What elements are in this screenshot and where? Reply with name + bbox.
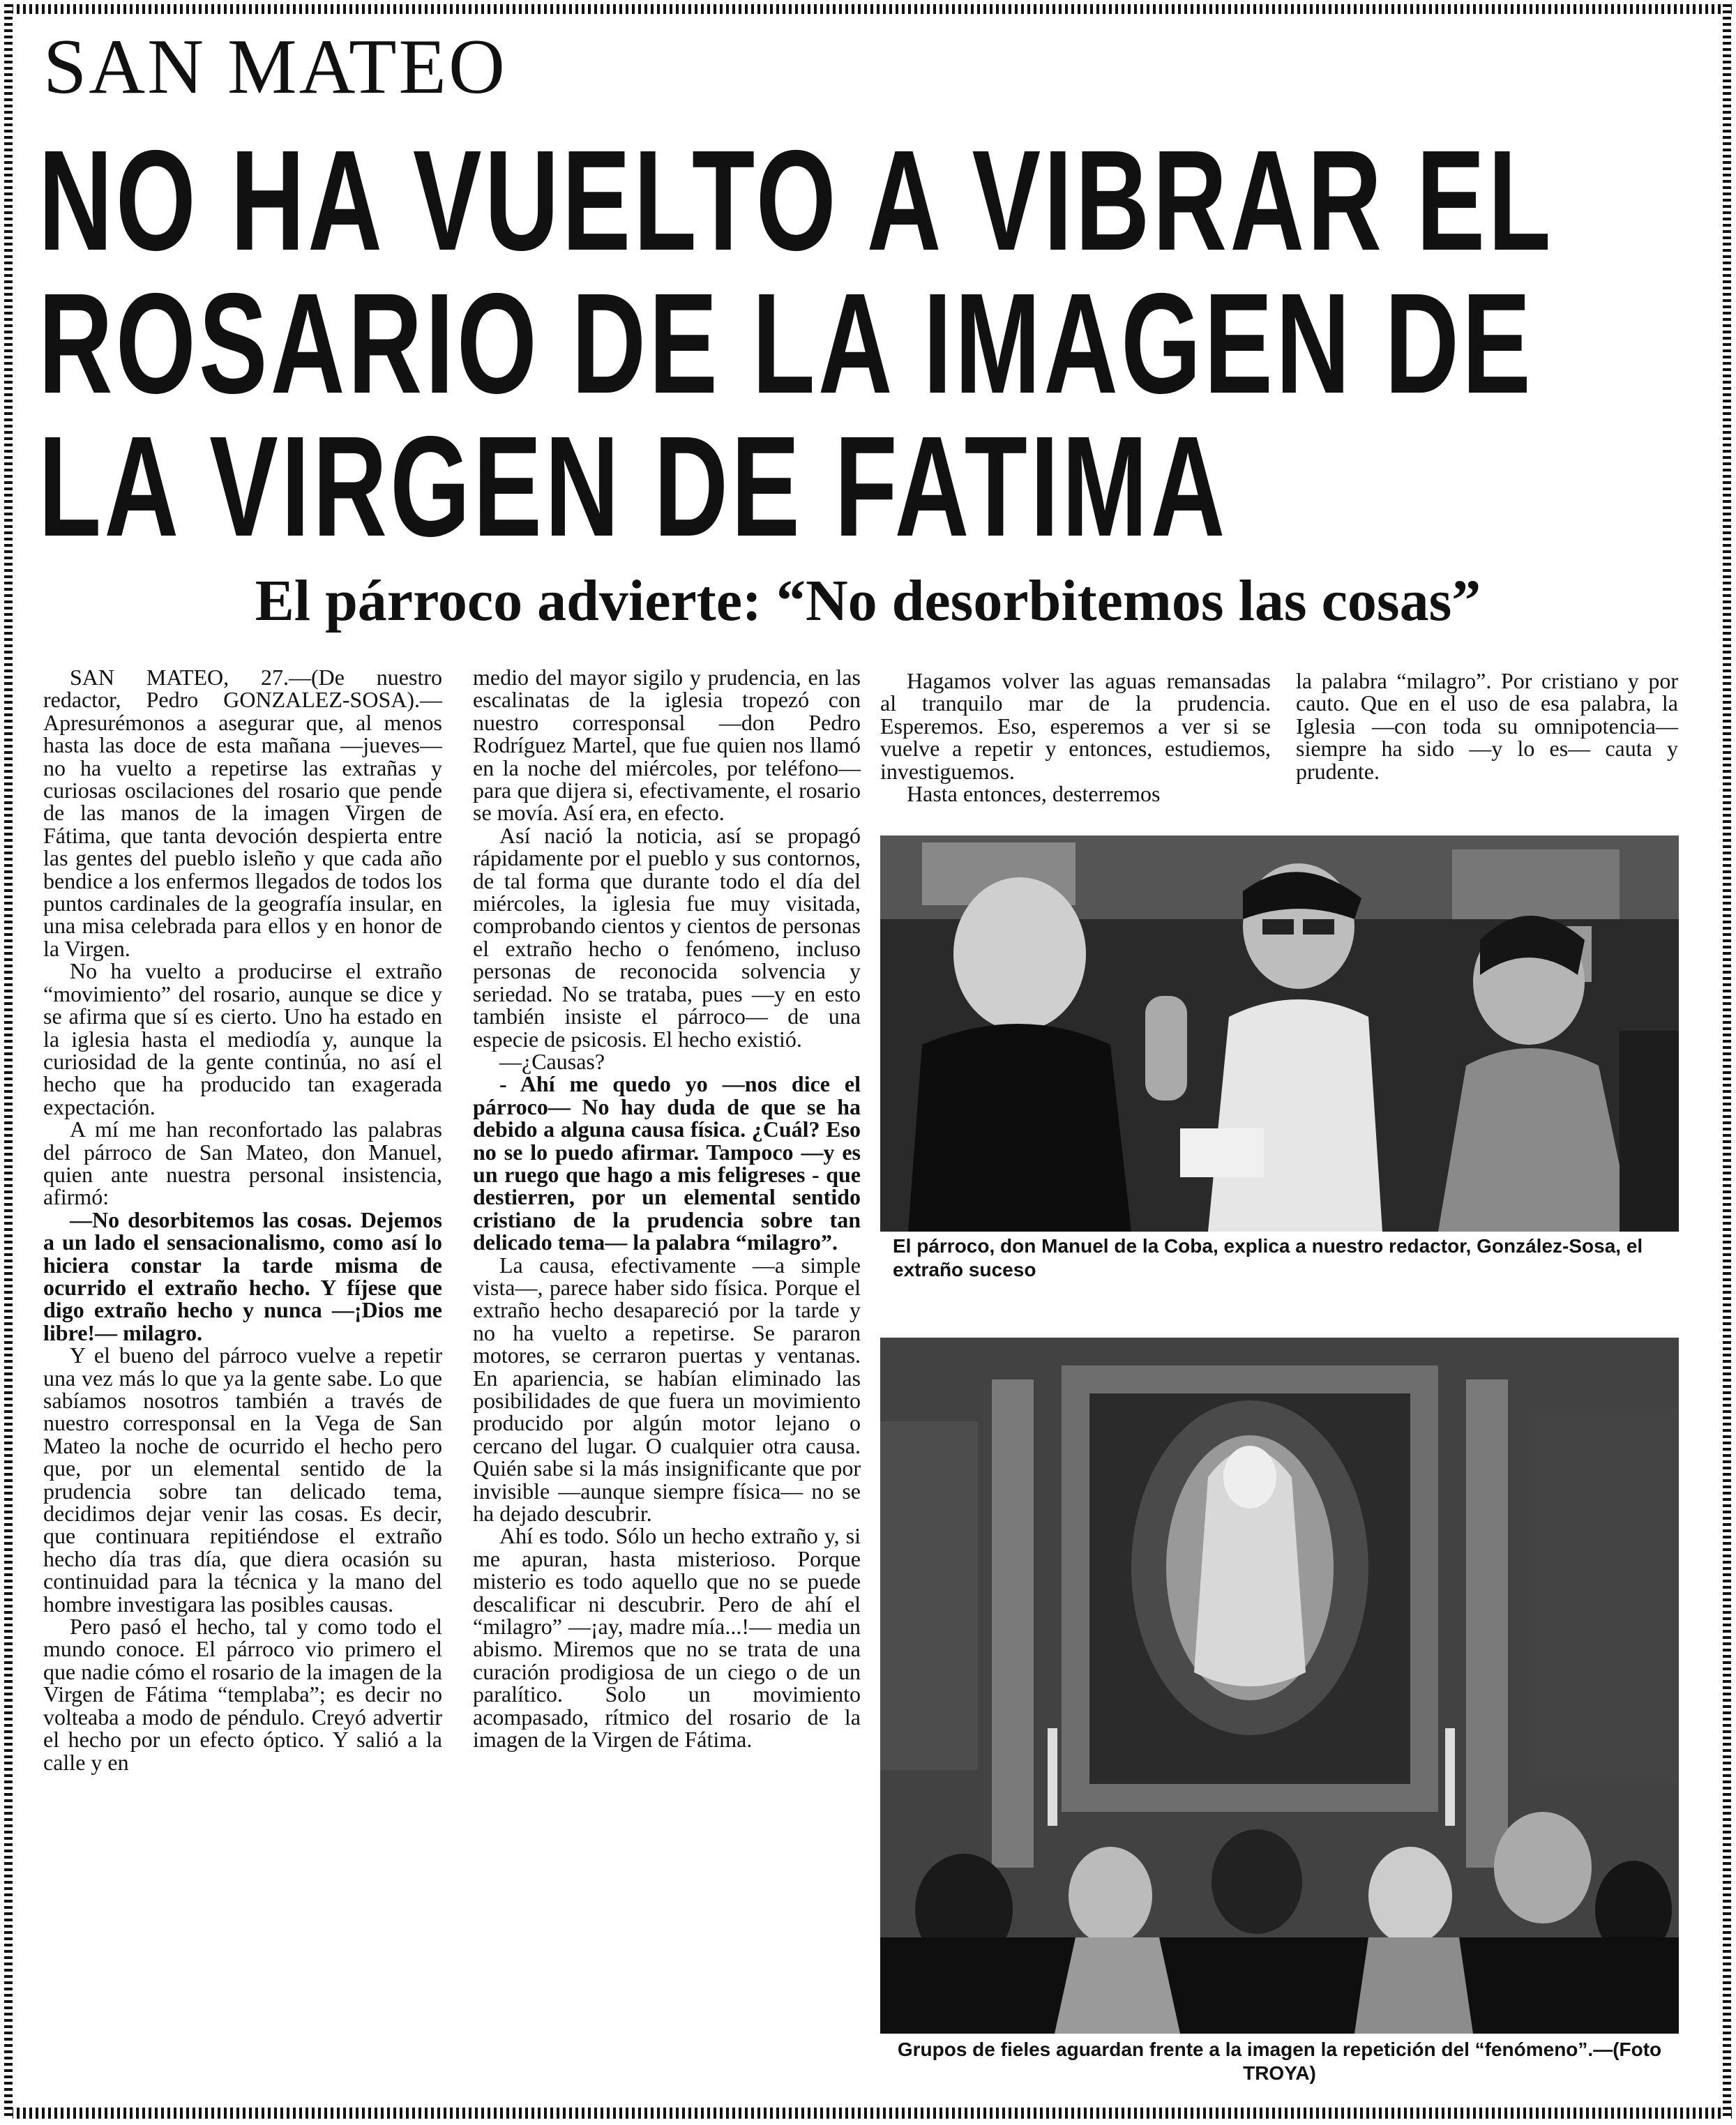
paragraph: la palabra “milagro”. Por cristiano y por cauto. Que en el uso de esa palabra, la Iglesia —con toda su omnipotencia— siempre ha sido —y lo es— cauta y prudente.	[1296, 668, 1678, 784]
paragraph: Hagamos volver las aguas remansadas al tranquilo mar de la prudencia. Esperemos. Eso, esperemos a ver si se vuelve a repetir y entonces, estudiemos, investiguemos.	[880, 668, 1271, 784]
headline-line-2: ROSARIO DE LA IMAGEN DE	[38, 264, 1534, 423]
photo-caption-1: El párroco, don Manuel de la Coba, explica a nuestro redactor, González-Sosa, el extraño suceso	[893, 1235, 1643, 1280]
subheadline: El párroco advierte: “No desorbitemos las cosas”	[255, 568, 1481, 633]
headline	[38, 121, 1554, 566]
kicker: SAN MATEO	[43, 24, 507, 110]
paragraph: —¿Causas?	[499, 1048, 605, 1074]
top-border	[4, 4, 1732, 14]
article-column-1	[43, 666, 442, 1774]
photo-priest-and-reporter	[880, 835, 1679, 1232]
headline-line-3: LA VIRGEN DE FATIMA	[38, 407, 1228, 566]
quote-paragraph: —No desorbitemos las cosas. Dejemos a un lado el sensacionalismo, como así lo hiciera constar la tarde misma de ocurrido el extraño hecho. Y fíjese que digo extraño hecho y nunca —¡Dios me libre!— milagro.	[43, 1207, 442, 1345]
bottom-border	[4, 2108, 1732, 2119]
paragraph: Ahí es todo. Sólo un hecho extraño y, si me apuran, hasta misterioso. Porque misterio es todo aquello que no se puede descalificar ni descubrir. Pero de ahí el “milagro” —¡ay, madre mía...!— media un abismo. Miremos que no se trata de una curación prodigiosa de un ciego o de un paralítico. Solo un movimiento acompasado, rítmico del rosario de la imagen de la Virgen de Fátima.	[473, 1523, 861, 1753]
paragraph: Pero pasó el hecho, tal y como todo el mundo conoce. El párroco vio primero el que nadie cómo el rosario de la imagen de la Virgen de Fátima “templaba”; es decir no volteaba a modo de péndulo. Creyó advertir el hecho por un efecto óptico. Y salió a la calle y en	[43, 1614, 442, 1775]
article-column-3	[880, 670, 1271, 805]
article-column-4	[1296, 670, 1678, 782]
paragraph: La causa, efectivamente —a simple vista—, parece haber sido física. Porque el extraño hecho desapareció por la tarde y no ha vuelto a repetirse. Se pararon motores, se cerraron puertas y ventanas. En apariencia, se habían eliminado las posibilidades de que fuera un movimiento producido por algún motor lejano o cercano del lugar. O cualquier otra causa. Quién sabe si la más insignificante que por invisible —aunque siempre física— no se ha dejado descubrir.	[473, 1252, 861, 1527]
headline-line-1: NO HA VUELTO A VIBRAR EL	[38, 121, 1554, 280]
paragraph: Hasta entonces, desterremos	[907, 781, 1161, 807]
paragraph: A mí me han reconfortado las palabras del párroco de San Mateo, don Manuel, quien ante nuestra personal insistencia, afirmó:	[43, 1117, 442, 1210]
photo-altar-illustration	[880, 1338, 1679, 2034]
photo-faithful-and-image	[880, 1338, 1679, 2034]
paragraph: No ha vuelto a producirse el extraño “movimiento” del rosario, aunque se dice y se afirma que sí es cierto. Uno ha estado en la iglesia hasta el mediodía y, aunque la curiosidad de la gente continúa, no así el hecho que ha producido tan exagerada expectación.	[43, 958, 442, 1119]
photo-priest-illustration	[880, 835, 1679, 1232]
photo-caption-2: Grupos de fieles aguardan frente a la imagen la repetición del “fenómeno”.—(Foto TROYA)	[897, 2039, 1662, 2084]
left-border	[4, 4, 13, 2119]
right-border	[1723, 4, 1731, 2119]
paragraph: Y el bueno del párroco vuelve a repetir una vez más lo que ya la gente sabe. Lo que sabíamos nosotros también a través de nuestro corresponsal en la Vega de San Mateo la noche de ocurrido el hecho pero que, por un elemental sentido de la prudencia sobre tan delicado tema, decidimos dejar venir las cosas. Es decir, que continuara repitiéndose el extraño hecho día tras día, que diera ocasión su continuidad para la técnica y la mano del hombre investigara las posibles causas.	[43, 1343, 442, 1617]
paragraph: SAN MATEO, 27.—(De nuestro redactor, Pedro GONZALEZ-SOSA).—Apresurémonos a asegurar que, al menos hasta las doce de esta mañana —jueves— no ha vuelto a repetirse las extrañas y curiosas oscilaciones del rosario que pende de las manos de la imagen Virgen de Fátima, que tanta devoción despierta entre las gentes del pueblo isleño y que cada año bendice a los enfermos llegados de todos los puntos cardinales de la geografía insular, en una misa celebrada para ellos y en honor de la Virgen.	[43, 665, 442, 961]
paragraph: medio del mayor sigilo y prudencia, en las escalinatas de la iglesia tropezó con nuestro corresponsal —don Pedro Rodríguez Martel, que fue quien nos llamó en la noche del miércoles, por teléfono— para que dijera si, efectivamente, el rosario se movía. Así era, en efecto.	[473, 665, 861, 826]
paragraph: Así nació la noticia, así se propagó rápidamente por el pueblo y sus contornos, de tal forma que durante todo el día del miércoles, la iglesia fue muy visitada, comprobando cientos y cientos de personas el extraño hecho o fenómeno, incluso personas de reconocida solvencia y seriedad. No se trataba, pues —y en esto también insiste el párroco— de una especie de psicosis. El hecho existió.	[473, 822, 861, 1052]
quote-paragraph: - Ahí me quedo yo —nos dice el párroco— No hay duda de que se ha debido a alguna causa física. ¿Cuál? Eso no se lo puedo afirmar. Tampoco —y es un ruego que hago a mis feligreses - que destierren, por un elemental sentido cristiano de la prudencia sobre tan delicado tema— la palabra “milagro”.	[473, 1071, 861, 1255]
article-column-2	[473, 666, 861, 1751]
